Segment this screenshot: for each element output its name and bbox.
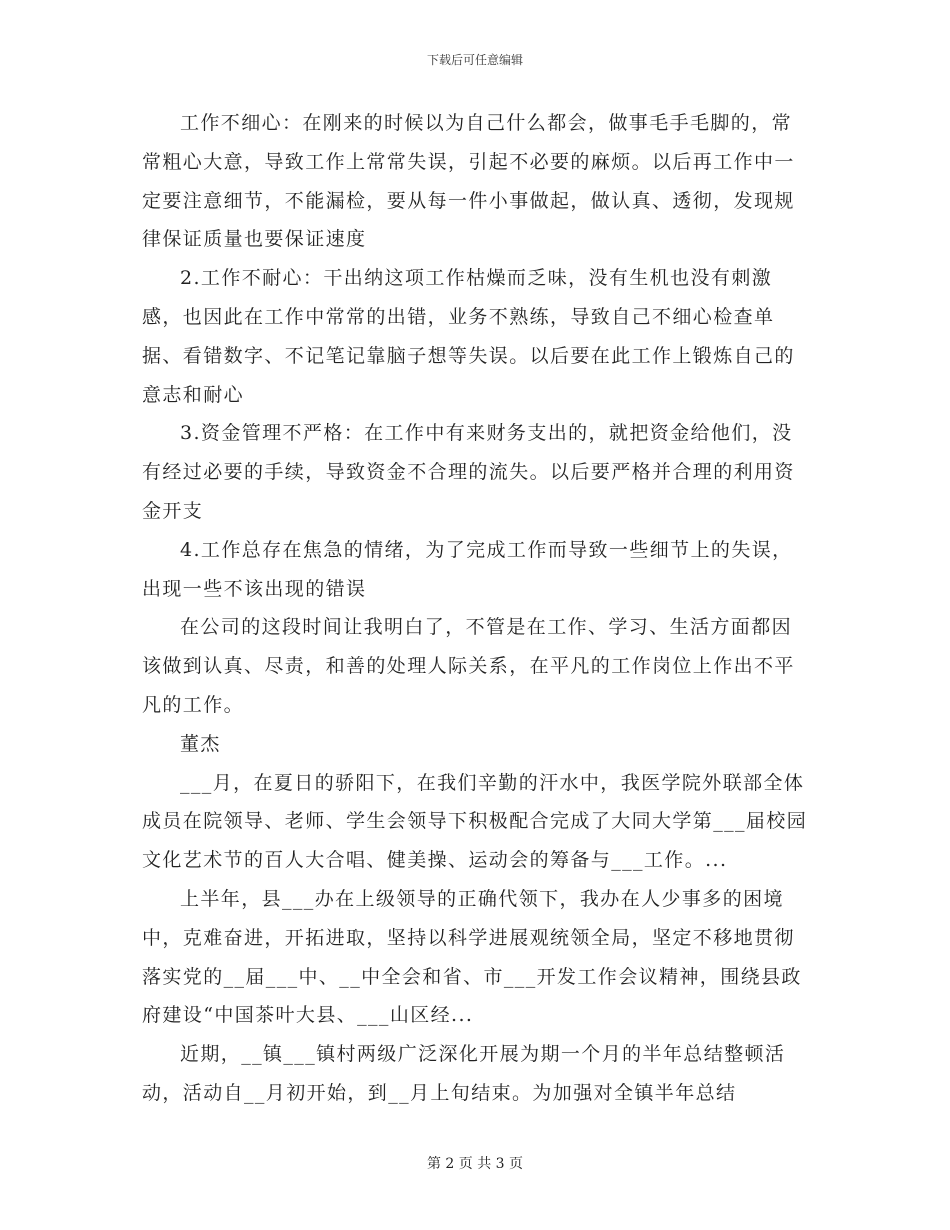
paragraph-outreach-department: ___月，在夏日的骄阳下，在我们辛勤的汗水中，我医学院外联部全体成员在院领导、老师、学生会领导下积极配合完成了大同大学第___届校园文化艺术节的百人大合唱、健美操、运动会的筹备与___工作。... (142, 771, 808, 872)
paragraph-county-office: 上半年，县___办在上级领导的正确代领下，我办在人少事多的困境中，克难奋进，开拓进取，坚持以科学进展观统领全局，坚定不移地贯彻落实党的__届___中、__中全会和省、市___开发工作会议精神，围绕县政府建设“中国茶叶大县、___山区经... (142, 887, 802, 1027)
document-body (142, 104, 810, 1113)
page-number: 第 2 页 共 3 页 (426, 1156, 524, 1172)
paragraph-anxiety: 4.工作总存在焦急的情绪，为了完成工作而导致一些细节上的失误，出现一些不该出现的错误 (142, 538, 793, 600)
paragraph-impatience: 2.工作不耐心：干出纳这项工作枯燥而乏味，没有生机也没有刺激感，也因此在工作中常常的出错，业务不熟练，导致自己不细心检查单据、看错数字、不记笔记靠脑子想等失误。以后要在此工作上锻炼自己的意志和耐心 (142, 267, 795, 406)
page-header: 下载后可任意编辑 (426, 53, 523, 67)
paragraph-carelessness: 工作不细心：在刚来的时候以为自己什么都会，做事毛手毛脚的，常常粗心大意，导致工作上常常失误，引起不必要的麻烦。以后再工作中一定要注意细节，不能漏检，要从每一件小事做起，做认真、透彻，发现规律保证质量也要保证速度 (142, 112, 795, 251)
paragraph-author: 董杰 (180, 732, 221, 755)
paragraph-conclusion: 在公司的这段时间让我明白了，不管是在工作、学习、生活方面都因该做到认真、尽责，和善的处理人际关系，在平凡的工作岗位上作出不平凡的工作。 (142, 616, 795, 716)
paragraph-town-review: 近期，__镇___镇村两级广泛深化开展为期一个月的半年总结整顿活动，活动自__月初开始，到__月上旬结束。为加强对全镇半年总结 (142, 1043, 786, 1104)
paragraph-fund-management: 3.资金管理不严格：在工作中有来财务支出的，就把资金给他们，没有经过必要的手续，导致资金不合理的流失。以后要严格并合理的利用资金开支 (142, 422, 795, 522)
